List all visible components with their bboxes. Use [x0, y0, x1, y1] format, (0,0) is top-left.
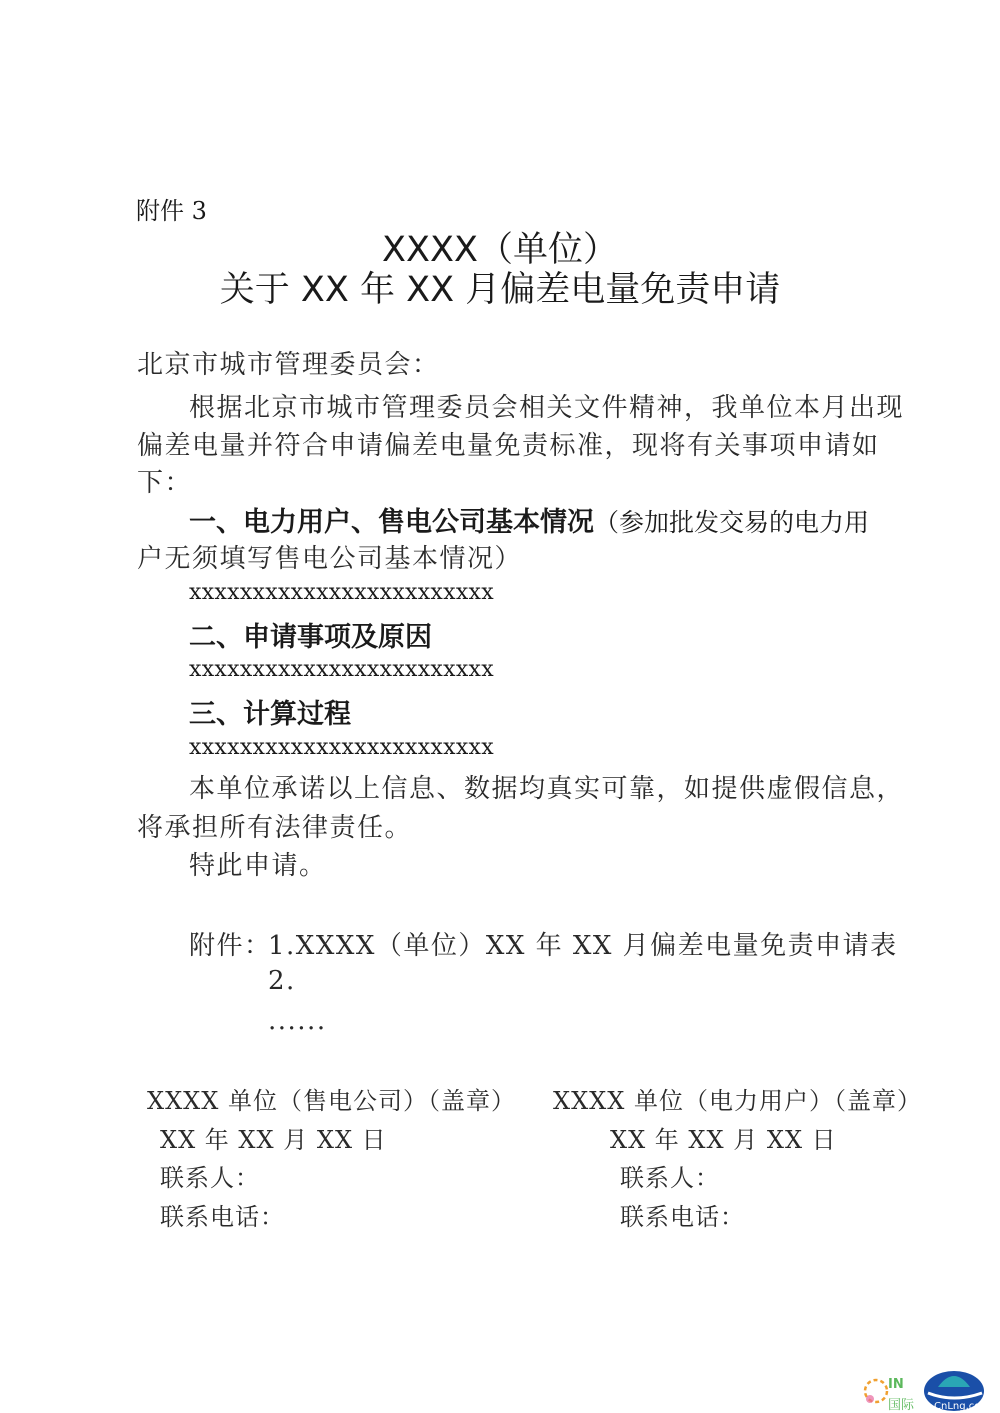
attachment-item-1: 1.XXXX（单位）XX 年 XX 月偏差电量免责申请表 [268, 931, 898, 961]
closing-text: 特此申请。 [189, 851, 327, 881]
section2-content: xxxxxxxxxxxxxxxxxxxxxxxx [189, 657, 494, 682]
intro-line-2: 偏差电量并符合申请偏差电量免责标准，现将有关事项申请如 [137, 431, 880, 461]
intro-line-1: 根据北京市城市管理委员会相关文件精神，我单位本月出现 [189, 393, 905, 423]
section1-note: （参加批发交易的电力用 [594, 508, 870, 537]
attachments-label: 附件： [189, 931, 272, 961]
watermark-text-site: CnLng.com [934, 1401, 991, 1412]
attachment-item-3: ...... [268, 1006, 327, 1036]
section3-content: xxxxxxxxxxxxxxxxxxxxxxxx [189, 735, 494, 760]
section1-content: xxxxxxxxxxxxxxxxxxxxxxxx [189, 580, 494, 605]
commitment-line-2: 将承担所有法律责任。 [137, 813, 413, 843]
signature-right-contact: 联系人： [620, 1164, 720, 1192]
signature-left-contact: 联系人： [160, 1164, 260, 1192]
signature-left-phone: 联系电话： [160, 1203, 285, 1231]
signature-left-date: XX 年 XX 月 XX 日 [160, 1126, 387, 1154]
attachment-item-2: 2. [268, 966, 296, 996]
salutation: 北京市城市管理委员会： [137, 350, 440, 380]
section1-title: 一、电力用户、售电公司基本情况 [189, 507, 594, 538]
signature-right-phone: 联系电话： [620, 1203, 745, 1231]
dot-icon [866, 1395, 874, 1403]
section2-heading: 二、申请事项及原因 [189, 622, 432, 653]
title-line-2: 关于 XX 年 XX 月偏差电量免责申请 [219, 270, 781, 310]
intro-line-3: 下： [137, 468, 193, 498]
section1-note-continued: 户无须填写售电公司基本情况） [137, 544, 523, 574]
watermark-text-in: IN [888, 1377, 904, 1392]
signature-right-org: XXXX 单位（电力用户）（盖章） [553, 1087, 922, 1115]
watermark-logo-icon [858, 1355, 1000, 1413]
watermark-text-cn: 国际 [888, 1398, 915, 1413]
title-line-1: XXXX（单位） [382, 230, 618, 270]
section1-heading [189, 500, 869, 539]
annex-label: 附件 3 [136, 197, 207, 225]
section3-heading: 三、计算过程 [189, 699, 351, 730]
signature-right-date: XX 年 XX 月 XX 日 [610, 1126, 837, 1154]
commitment-line-1: 本单位承诺以上信息、数据均真实可靠，如提供虚假信息， [189, 774, 905, 804]
signature-left-org: XXXX 单位（售电公司）（盖章） [147, 1087, 516, 1115]
